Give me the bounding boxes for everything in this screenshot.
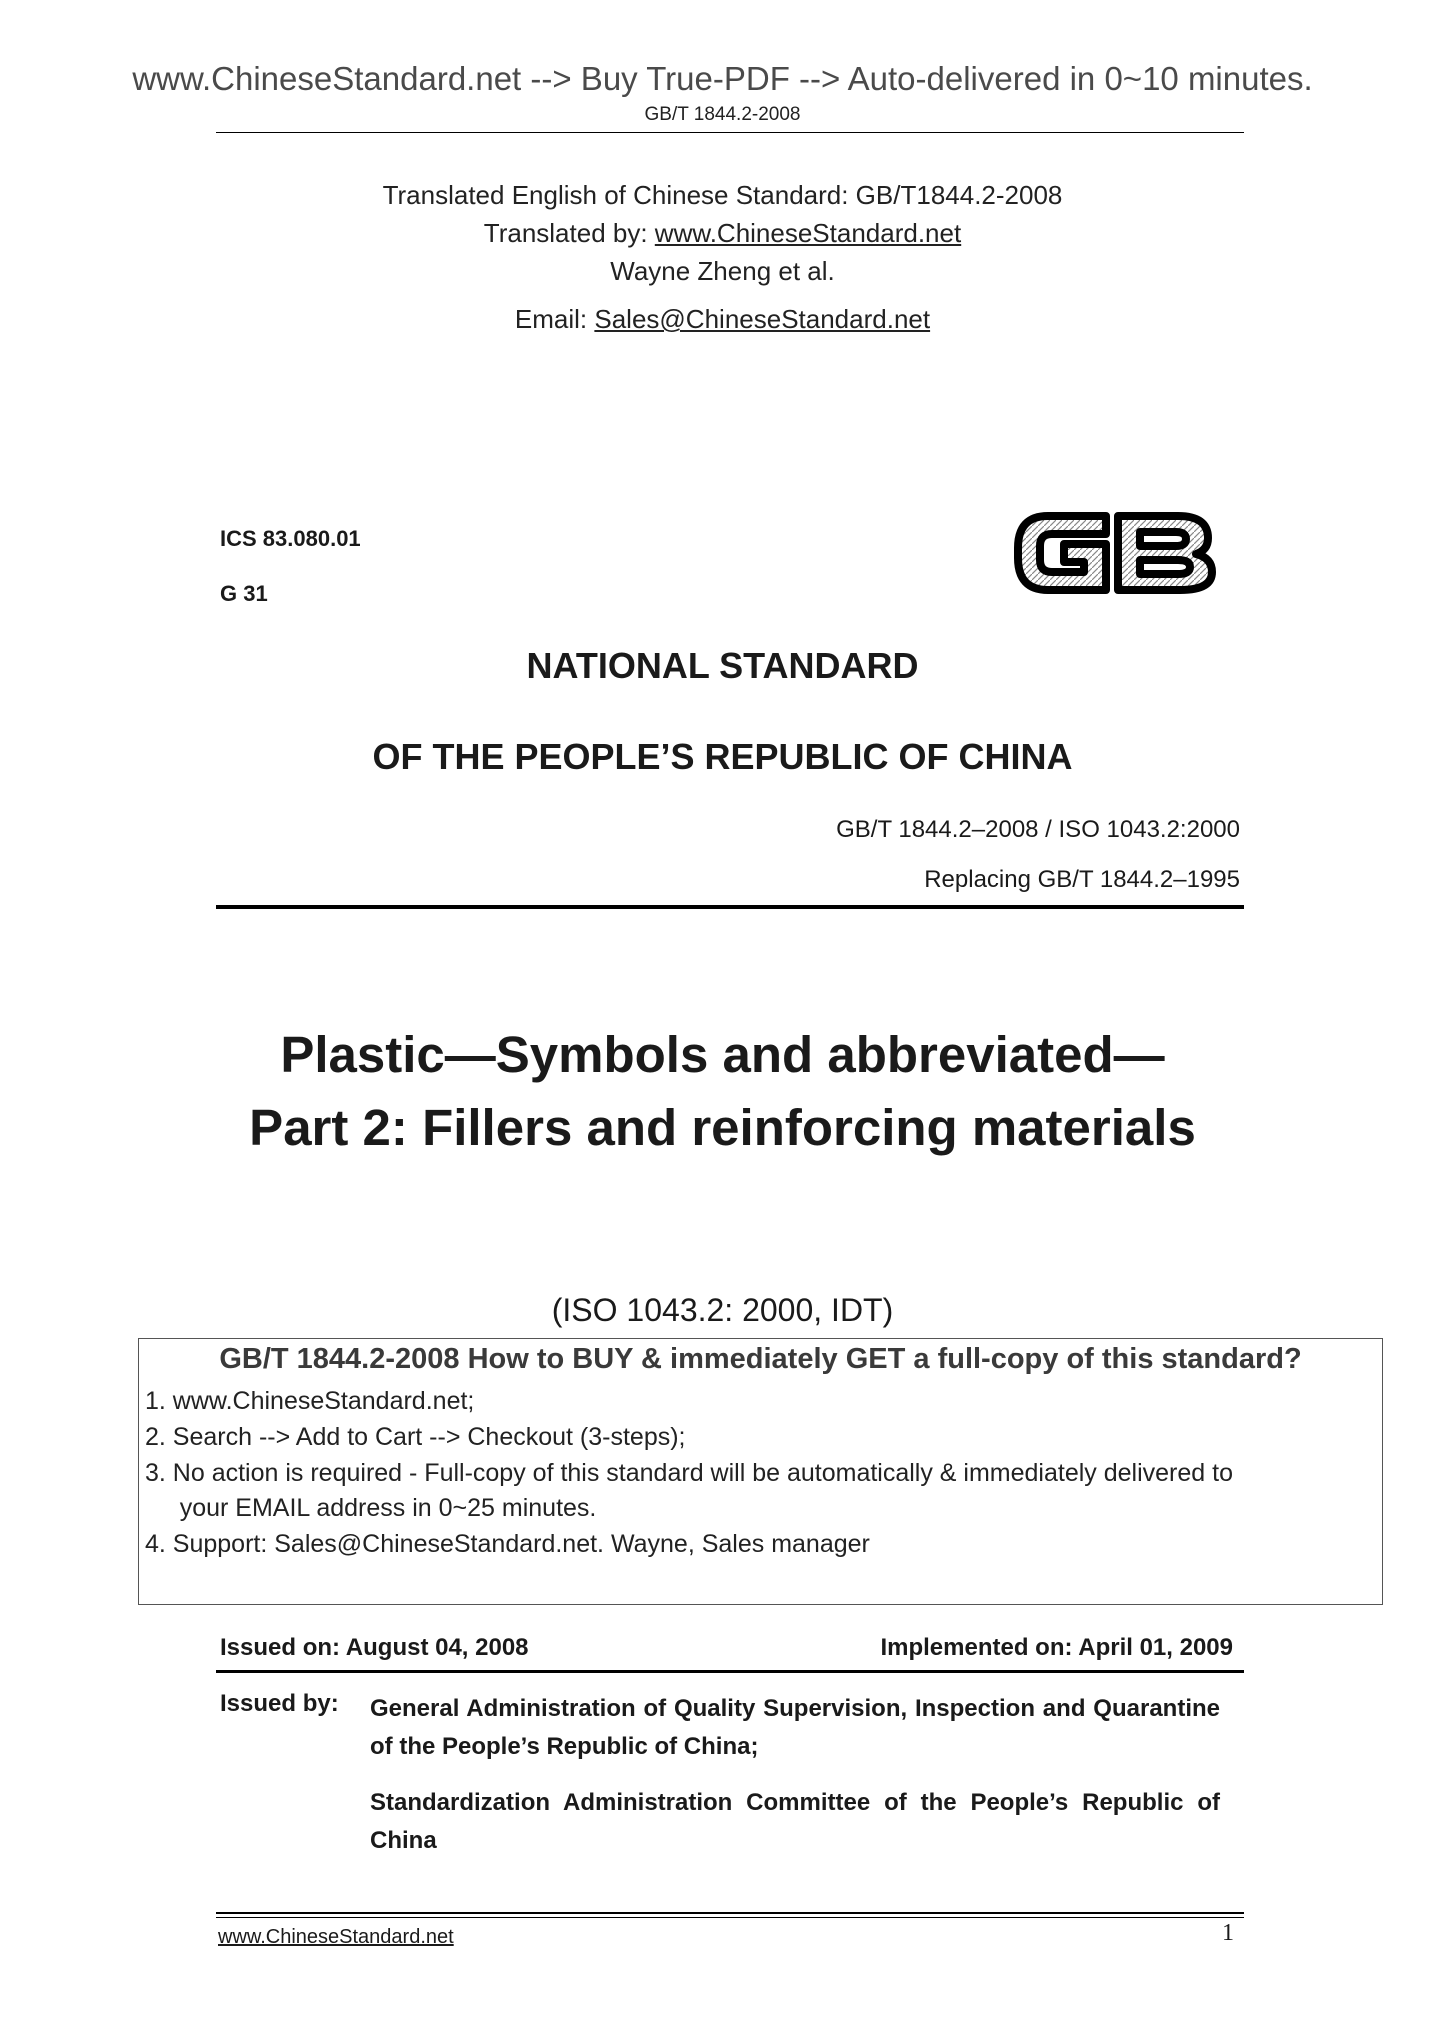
translated-by-label: Translated by:: [483, 218, 655, 248]
footer-site-link[interactable]: www.ChineseStandard.net: [218, 1926, 454, 1948]
document-title-line-2: Part 2: Fillers and reinforcing materials: [249, 1099, 1196, 1156]
purchase-step-3-continued: your EMAIL address in 0~25 minutes.: [145, 1494, 597, 1522]
purchase-box-title: GB/T 1844.2-2008 How to BUY & immediately GET a full-copy of this standard?: [219, 1343, 1302, 1375]
email-label: Email:: [514, 304, 595, 334]
iso-equivalence-note: (ISO 1043.2: 2000, IDT): [551, 1292, 894, 1328]
header-divider: [216, 132, 1244, 133]
standard-number: GB/T 1844.2–2008 / ISO 1043.2:2000: [836, 816, 1240, 843]
site-banner: www.ChineseStandard.net --> Buy True-PDF --> Auto-delivered in 0~10 minutes.: [132, 60, 1313, 97]
translation-title: Translated English of Chinese Standard: GB/T1844.2-2008: [382, 180, 1063, 210]
national-standard-heading: NATIONAL STANDARD: [526, 645, 919, 686]
footer-divider-thin: [216, 1917, 1244, 1918]
page-number: 1: [1222, 1920, 1234, 1946]
gb-logo: [1008, 502, 1218, 602]
implemented-on-date: Implemented on: April 01, 2009: [880, 1634, 1233, 1661]
replacing-standard: Replacing GB/T 1844.2–1995: [924, 866, 1240, 893]
translated-by-line: [0, 218, 1445, 249]
issued-on-date: Issued on: August 04, 2008: [220, 1634, 529, 1661]
purchase-step-2: 2. Search --> Add to Cart --> Checkout (3-steps);: [145, 1423, 686, 1451]
issuer-sac: Standardization Administration Committee of the People’s Republic of China: [370, 1789, 1220, 1854]
title-divider: [216, 905, 1244, 909]
purchase-info-box: [138, 1338, 1383, 1605]
email-link[interactable]: Sales@ChineseStandard.net: [594, 304, 931, 334]
dates-divider: [216, 1670, 1244, 1673]
purchase-step-1: 1. www.ChineseStandard.net;: [145, 1387, 475, 1415]
classification-code: G 31: [220, 581, 268, 606]
purchase-step-4: 4. Support: Sales@ChineseStandard.net. Wayne, Sales manager: [145, 1530, 870, 1558]
document-title-line-1: Plastic—Symbols and abbreviated—: [280, 1026, 1165, 1083]
header-standard-code: GB/T 1844.2-2008: [644, 104, 801, 125]
issuer-aqsiq: General Administration of Quality Supervision, Inspection and Quarantine of the People’s Republic of China;: [370, 1695, 1220, 1760]
translator-name: Wayne Zheng et al.: [610, 256, 835, 286]
email-line: [0, 304, 1445, 335]
translated-by-link[interactable]: www.ChineseStandard.net: [654, 218, 962, 248]
republic-heading: OF THE PEOPLE’S REPUBLIC OF CHINA: [372, 736, 1073, 777]
footer-divider: [216, 1912, 1244, 1914]
purchase-step-3: 3. No action is required - Full-copy of this standard will be automatically & immediately delivered to: [145, 1459, 1233, 1487]
ics-code: ICS 83.080.01: [220, 526, 361, 551]
issued-by-label: Issued by:: [220, 1690, 339, 1717]
